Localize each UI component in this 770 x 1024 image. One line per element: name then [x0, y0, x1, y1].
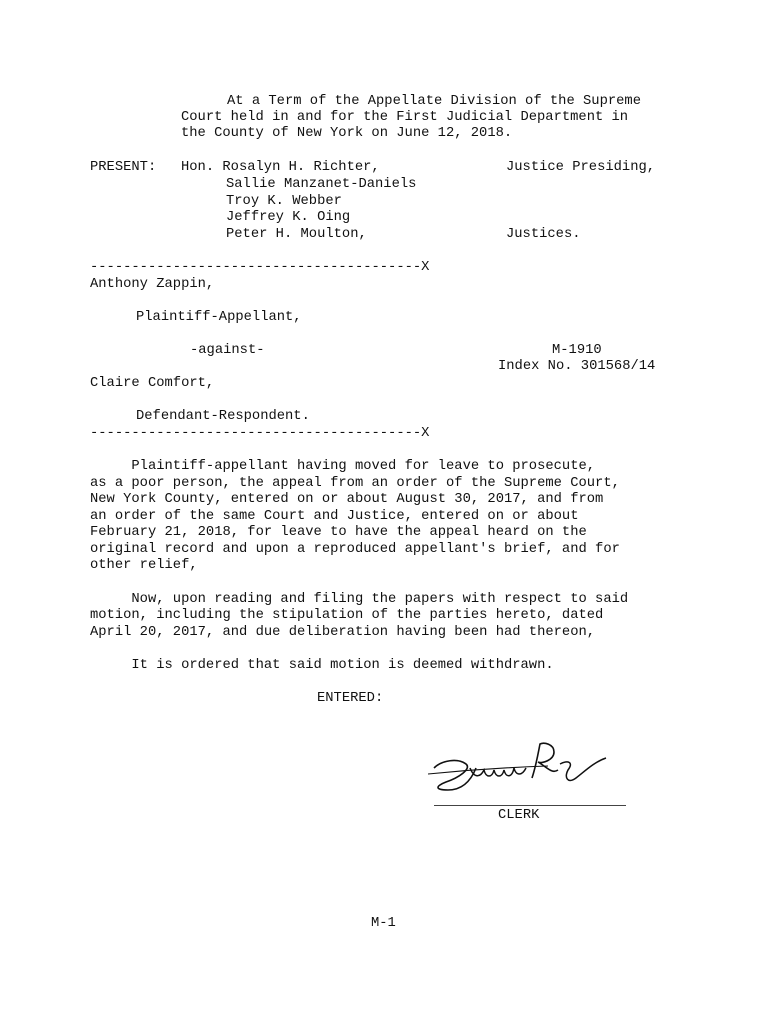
para1-line: Plaintiff-appellant having moved for leave to prosecute, [90, 459, 596, 474]
para2-line: April 20, 2017, and due deliberation having been had thereon, [90, 625, 596, 640]
para2-line: Now, upon reading and filing the papers with respect to said [90, 592, 629, 607]
index-number: Index No. 301568/14 [498, 359, 656, 374]
caption-divider-bottom: ----------------------------------------X [90, 426, 430, 441]
present-label: PRESENT: [90, 160, 157, 175]
motion-number: M-1910 [552, 343, 602, 358]
defendant-name: Claire Comfort, [90, 376, 215, 391]
role-presiding: Justice Presiding, [506, 160, 656, 175]
para1-line: original record and upon a reproduced appellant's brief, and for [90, 542, 620, 557]
role-justices: Justices. [506, 227, 581, 242]
plaintiff-name: Anthony Zappin, [90, 277, 215, 292]
para1-line: an order of the same Court and Justice, entered on or about [90, 509, 579, 524]
para2-line: motion, including the stipulation of the parties hereto, dated [90, 608, 604, 623]
order-line: It is ordered that said motion is deemed withdrawn. [90, 658, 554, 673]
para1-line: as a poor person, the appeal from an order of the Supreme Court, [90, 476, 620, 491]
entered-label: ENTERED: [317, 691, 384, 706]
para1-line: other relief, [90, 558, 198, 573]
header-line-1: At a Term of the Appellate Division of the Supreme [227, 94, 641, 109]
page-number: M-1 [371, 916, 396, 931]
caption-divider-top: ----------------------------------------X [90, 260, 430, 275]
signature-line [434, 805, 626, 806]
plaintiff-role: Plaintiff-Appellant, [136, 310, 302, 325]
clerk-label: CLERK [498, 808, 540, 823]
justice-3: Troy K. Webber [226, 194, 342, 209]
header-line-3: the County of New York on June 12, 2018. [181, 126, 513, 141]
justice-4: Jeffrey K. Oing [226, 210, 351, 225]
against-label: -against- [190, 343, 265, 358]
justice-5: Peter H. Moulton, [226, 227, 367, 242]
para1-line: February 21, 2018, for leave to have the appeal heard on the [90, 525, 587, 540]
clerk-signature [428, 738, 613, 798]
header-line-2: Court held in and for the First Judicial Department in [181, 110, 629, 125]
justice-2: Sallie Manzanet-Daniels [226, 177, 417, 192]
para1-line: New York County, entered on or about August 30, 2017, and from [90, 492, 604, 507]
defendant-role: Defendant-Respondent. [136, 409, 310, 424]
justice-1: Hon. Rosalyn H. Richter, [181, 160, 380, 175]
